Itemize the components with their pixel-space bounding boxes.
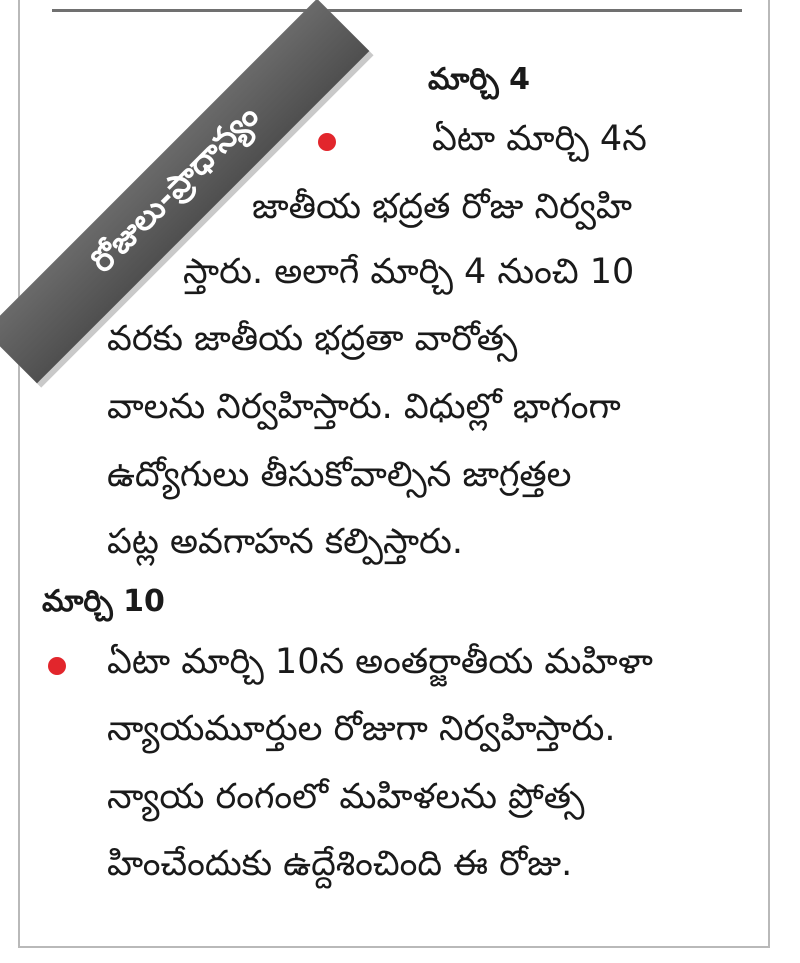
text-line: వరకు జాతీయ భద్రతా వారోత్స — [107, 319, 518, 359]
ribbon-label: రోజులు-ప్రాధాన్యం — [82, 96, 266, 280]
section-heading-march-4: మార్చి 4 — [428, 62, 531, 97]
text-line: ఏటా మార్చి 4న — [432, 119, 647, 159]
text-line: వాలను నిర్వహిస్తారు. విధుల్లో భాగంగా — [107, 387, 621, 427]
text-line: ఉద్యోగులు తీసుకోవాల్సిన జాగ్రత్తల — [107, 455, 572, 495]
top-rule — [52, 9, 742, 12]
section-heading-march-10: మార్చి 10 — [42, 584, 165, 619]
text-line: జాతీయ భద్రత రోజు నిర్వహి — [252, 187, 633, 227]
text-line: హించేందుకు ఉద్దేశించింది ఈ రోజు. — [107, 844, 573, 884]
bullet-icon — [318, 133, 336, 151]
text-line: న్యాయమూర్తుల రోజుగా నిర్వహిస్తారు. — [107, 709, 616, 749]
bullet-icon — [48, 657, 66, 675]
text-line: ఏటా మార్చి 10న అంతర్జాతీయ మహిళా — [107, 642, 653, 682]
text-line: స్తారు. అలాగే మార్చి 4 నుంచి 10 — [183, 252, 635, 292]
text-line: పట్ల అవగాహన కల్పిస్తారు. — [107, 522, 464, 562]
text-line: న్యాయ రంగంలో మహిళలను ప్రోత్స — [107, 777, 585, 817]
